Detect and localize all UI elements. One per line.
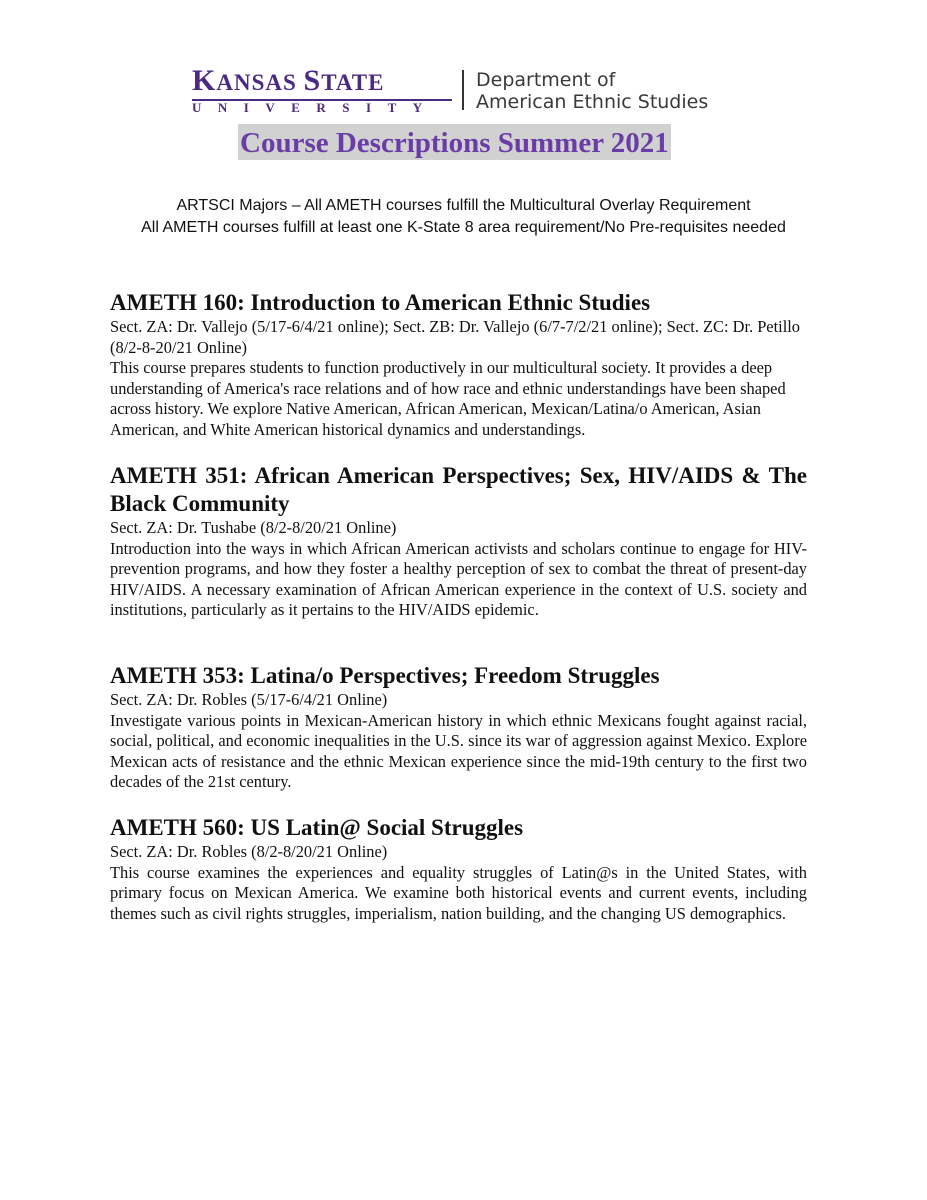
course-ameth-353 — [110, 662, 807, 793]
course-sections: Sect. ZA: Dr. Vallejo (5/17-6/4/21 online); Sect. ZB: Dr. Vallejo (6/7-7/2/21 online); Sect. ZC: Dr. Petillo (8/2-8-20/21 Online) — [110, 317, 800, 357]
course-description: Introduction into the ways in which African American activists and scholars continue to engage for HIV-prevention programs, and how they foster a healthy perception of sex to combat the threat of present-day HIV/AIDS. A necessary examination of African American experience in the context of U.S. society and institutions, particularly as it pertains to the HIV/AIDS epidemic. — [110, 538, 807, 619]
course-title: AMETH 160: Introduction to American Ethnic Studies — [110, 290, 651, 315]
course-title: AMETH 560: US Latin@ Social Struggles — [110, 815, 524, 840]
requirements-note-line1: ARTSCI Majors – All AMETH courses fulfill the Multicultural Overlay Requirement — [176, 197, 751, 214]
course-sections: Sect. ZA: Dr. Robles (5/17-6/4/21 Online) — [110, 690, 388, 709]
course-title: AMETH 353: Latina/o Perspectives; Freedom Struggles — [110, 663, 660, 688]
course-description: This course prepares students to function productively in our multicultural society. It provides a deep understanding of America's race relations and of how race and ethnic understandings have been shaped across history. We explore Native American, African American, Mexican/Latina/o American, Asian American, and White American historical dynamics and understandings. — [110, 358, 786, 439]
course-ameth-560 — [110, 814, 807, 924]
logo-university-name: KANSAS STATE — [192, 64, 385, 97]
course-sections: Sect. ZA: Dr. Tushabe (8/2-8/20/21 Online) — [110, 518, 397, 537]
kansas-state-logo — [192, 66, 772, 114]
logo-dept-line2: American Ethnic Studies — [476, 91, 709, 113]
logo-department — [476, 69, 708, 113]
course-ameth-351 — [110, 462, 807, 621]
course-sections: Sect. ZA: Dr. Robles (8/2-8/20/21 Online) — [110, 842, 388, 861]
logo-university-word: UNIVERSITY — [192, 100, 439, 115]
requirements-note-line2: All AMETH courses fulfill at least one K-State 8 area requirement/No Pre-requisites needed — [141, 219, 786, 236]
course-ameth-160 — [110, 289, 807, 440]
page-title: Course Descriptions Summer 2021 — [238, 124, 671, 160]
logo-divider — [462, 70, 464, 110]
course-description: This course examines the experiences and equality struggles of Latin@s in the United States, with primary focus on Mexican America. We examine both historical events and current events, including themes such as civil rights struggles, imperialism, nation building, and the changing US demographics. — [110, 862, 807, 923]
course-title: AMETH 351: African American Perspectives; Sex, HIV/AIDS & The Black Community — [110, 463, 807, 516]
course-description: Investigate various points in Mexican-American history in which ethnic Mexicans fought against racial, social, political, and economic inequalities in the U.S. since its war of aggression against Mexico. Explore Mexican acts of resistance and the ethnic Mexican experience since the mid-19th century to the first two decades of the 21st century. — [110, 710, 807, 791]
logo-dept-line1: Department of — [476, 69, 616, 91]
requirements-note — [0, 195, 927, 239]
